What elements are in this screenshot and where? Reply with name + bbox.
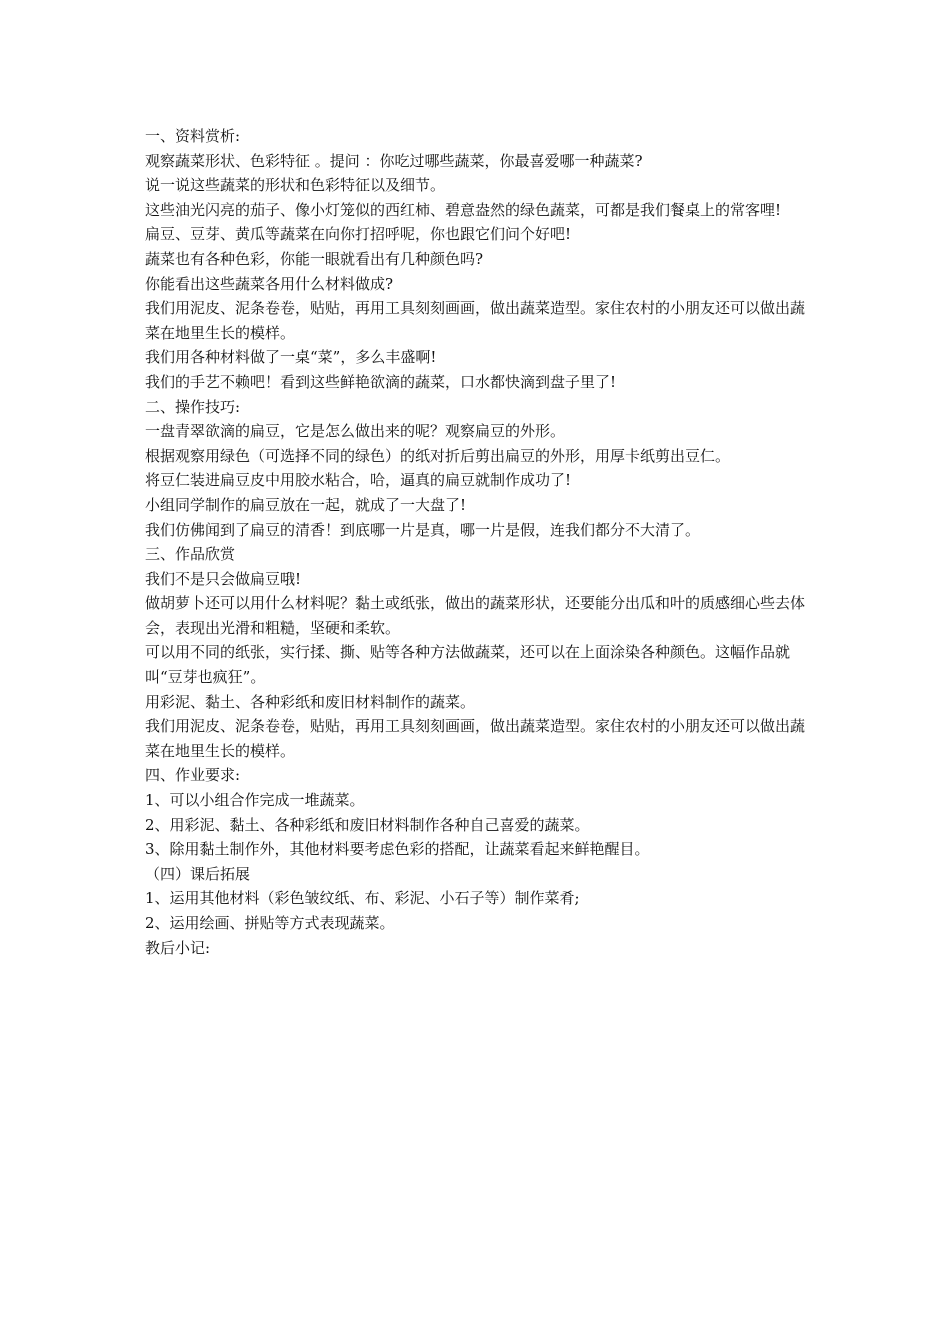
paragraph: 可以用不同的纸张，实行揉、撕、贴等各种方法做蔬菜，还可以在上面涂染各种颜色。这幅作品就叫“豆芽也疯狂”。 — [145, 643, 791, 687]
section-heading: 三、作品欣赏 — [145, 545, 236, 564]
list-item: 1、运用其他材料（彩色皱纹纸、布、彩泥、小石子等）制作菜肴; — [145, 889, 580, 908]
section-heading: 四、作业要求: — [145, 766, 241, 785]
list-item: 3、除用黏土制作外，其他材料要考虑色彩的搭配，让蔬菜看起来鲜艳醒目。 — [145, 840, 650, 859]
section-heading: （四）课后拓展 — [145, 864, 251, 883]
list-item: 1、可以小组合作完成一堆蔬菜。 — [145, 791, 365, 810]
paragraph: 一盘青翠欲滴的扁豆，它是怎么做出来的呢？观察扁豆的外形。 — [145, 422, 566, 441]
paragraph: 小组同学制作的扁豆放在一起，就成了一大盘了! — [145, 495, 467, 514]
paragraph: 我们的手艺不赖吧！看到这些鲜艳欲滴的蔬菜，口水都快滴到盘子里了! — [145, 372, 617, 391]
section-heading: 二、操作技巧: — [145, 397, 241, 416]
section-heading: 教后小记: — [145, 938, 211, 957]
paragraph: 观察蔬菜形状、色彩特征 。提问 ：你吃过哪些蔬菜，你最喜爱哪一种蔬菜? — [145, 151, 643, 170]
paragraph: 根据观察用绿色（可选择不同的绿色）的纸对折后剪出扁豆的外形，用厚卡纸剪出豆仁。 — [145, 446, 731, 465]
paragraph: 说一说这些蔬菜的形状和色彩特征以及细节。 — [145, 176, 446, 195]
paragraph: 你能看出这些蔬菜各用什么材料做成? — [145, 274, 394, 293]
section-heading: 一、资料赏析: — [145, 127, 241, 145]
paragraph: 我们仿佛闻到了扁豆的清香！到底哪一片是真，哪一片是假，连我们都分不大清了。 — [145, 520, 701, 539]
paragraph: 蔬菜也有各种色彩，你能一眼就看出有几种颜色吗? — [145, 249, 484, 268]
paragraph: 扁豆、豆芽、黄瓜等蔬菜在向你打招呼呢，你也跟它们问个好吧! — [145, 225, 572, 244]
paragraph: 我们用泥皮、泥条卷卷，贴贴，再用工具刻刻画画，做出蔬菜造型。家住农村的小朋友还可以做出蔬菜在地里生长的模样。 — [145, 299, 806, 342]
paragraph: 我们用泥皮、泥条卷卷，贴贴，再用工具刻刻画画，做出蔬菜造型。家住农村的小朋友还可以做出蔬菜在地里生长的模样。 — [145, 717, 806, 760]
paragraph: 用彩泥、黏土、各种彩纸和废旧材料制作的蔬菜。 — [145, 692, 476, 711]
paragraph: 将豆仁装进扁豆皮中用胶水粘合，哈，逼真的扁豆就制作成功了! — [145, 471, 572, 490]
document-body — [145, 124, 810, 960]
list-item: 2、运用绘画、拼贴等方式表现蔬菜。 — [145, 914, 395, 932]
list-item: 2、用彩泥、黏土、各种彩纸和废旧材料制作各种自己喜爱的蔬菜。 — [145, 815, 590, 834]
paragraph: 做胡萝卜还可以用什么材料呢？黏土或纸张，做出的蔬菜形状，还要能分出瓜和叶的质感细心些去体会，表现出光滑和粗糙，坚硬和柔软。 — [145, 594, 806, 637]
paragraph: 我们不是只会做扁豆哦! — [145, 569, 302, 588]
paragraph: 我们用各种材料做了一桌“菜”，多么丰盛啊! — [145, 348, 437, 367]
paragraph: 这些油光闪亮的茄子、像小灯笼似的西红柿、碧意盎然的绿色蔬菜，可都是我们餐桌上的常客哩! — [145, 200, 782, 219]
